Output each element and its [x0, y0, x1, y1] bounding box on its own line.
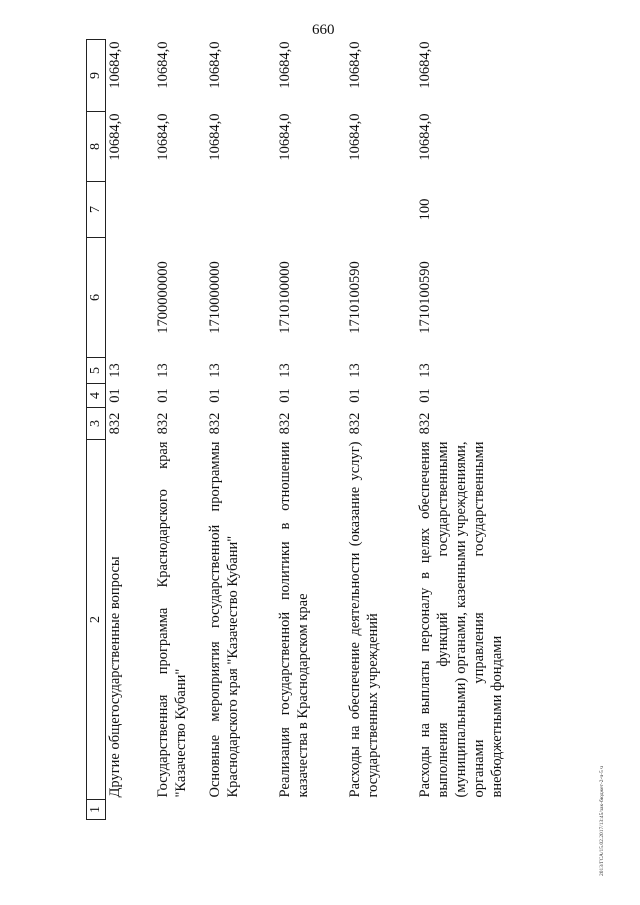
row-number-cell	[276, 800, 346, 820]
amount-2018: 10684,0	[106, 113, 123, 161]
table-row	[154, 40, 206, 820]
subsection-code: 13	[276, 363, 293, 378]
section-code: 01	[416, 388, 433, 403]
row-number-cell	[206, 800, 276, 820]
row-number-cell	[346, 800, 416, 820]
column-header: 7	[87, 182, 106, 238]
subsection-code: 13	[106, 363, 123, 378]
target-article-code: 1710100590	[416, 261, 433, 334]
target-article-code	[105, 238, 154, 358]
column-header: 2	[87, 440, 106, 800]
expense-type-code	[276, 182, 346, 238]
subsection-code: 13	[154, 363, 171, 378]
expense-name: Другие общегосударственные вопросы	[106, 556, 123, 798]
table-row	[105, 40, 154, 820]
table-header-row	[87, 40, 106, 820]
target-article-code: 1710100000	[276, 261, 293, 334]
column-header: 9	[87, 40, 106, 112]
amount-2019: 10684,0	[416, 41, 433, 89]
ministry-code: 832	[154, 412, 171, 435]
expense-type-code	[154, 182, 206, 238]
column-header: 1	[87, 800, 106, 820]
expense-name: Государственная программа Краснодарского края "Казачество Кубани"	[154, 441, 189, 798]
amount-2019: 10684,0	[106, 41, 123, 89]
row-number-cell	[105, 800, 154, 820]
column-header: 8	[87, 112, 106, 182]
section-code: 01	[206, 388, 223, 403]
expense-name: Основные мероприятия государственной программы Краснодарского края "Казачество Кубани"	[206, 441, 241, 798]
amount-2018: 10684,0	[416, 113, 433, 161]
table-row	[346, 40, 416, 820]
expense-name: Реализация государственной политики в отношении казачества в Краснодарском крае	[276, 441, 311, 798]
ministry-code: 832	[276, 412, 293, 435]
expense-type-code	[206, 182, 276, 238]
amount-2018: 10684,0	[206, 113, 223, 161]
page-number: 660	[312, 22, 335, 38]
column-header: 3	[87, 408, 106, 440]
target-article-code: 1700000000	[154, 261, 171, 334]
section-code: 01	[154, 388, 171, 403]
document-reference-note: 2013/ГСА/15.02.2017/13:45/зак-бюджет-2-ч-5 ч	[599, 766, 605, 876]
expense-name: Расходы на обеспечение деятельности (оказание услуг) государственных учреждений	[346, 441, 381, 798]
budget-table-container	[86, 40, 526, 820]
row-number-cell	[154, 800, 206, 820]
ministry-code: 832	[346, 412, 363, 435]
section-code: 01	[106, 388, 123, 403]
subsection-code: 13	[206, 363, 223, 378]
expense-type-code	[105, 182, 154, 238]
section-code: 01	[346, 388, 363, 403]
expense-name: Расходы на выплаты персоналу в целях обеспечения выполнения функций государственными (муниципальными) органами, казенными учреждениями, органами управления государственными внебюджетными фондами	[416, 441, 505, 798]
column-header: 5	[87, 358, 106, 384]
amount-2018: 10684,0	[154, 113, 171, 161]
expense-type-code: 100	[416, 198, 433, 221]
target-article-code: 1710000000	[206, 261, 223, 334]
ministry-code: 832	[416, 412, 433, 435]
table-row	[416, 40, 526, 820]
subsection-code: 13	[346, 363, 363, 378]
row-number-cell	[416, 800, 526, 820]
column-header: 6	[87, 238, 106, 358]
expense-type-code	[346, 182, 416, 238]
amount-2019: 10684,0	[206, 41, 223, 89]
section-code: 01	[276, 388, 293, 403]
amount-2018: 10684,0	[346, 113, 363, 161]
table-row	[206, 40, 276, 820]
amount-2019: 10684,0	[154, 41, 171, 89]
amount-2019: 10684,0	[346, 41, 363, 89]
target-article-code: 1710100590	[346, 261, 363, 334]
table-row	[276, 40, 346, 820]
amount-2019: 10684,0	[276, 41, 293, 89]
budget-table	[86, 39, 526, 820]
subsection-code: 13	[416, 363, 433, 378]
column-header: 4	[87, 384, 106, 408]
ministry-code: 832	[106, 412, 123, 435]
amount-2018: 10684,0	[276, 113, 293, 161]
ministry-code: 832	[206, 412, 223, 435]
